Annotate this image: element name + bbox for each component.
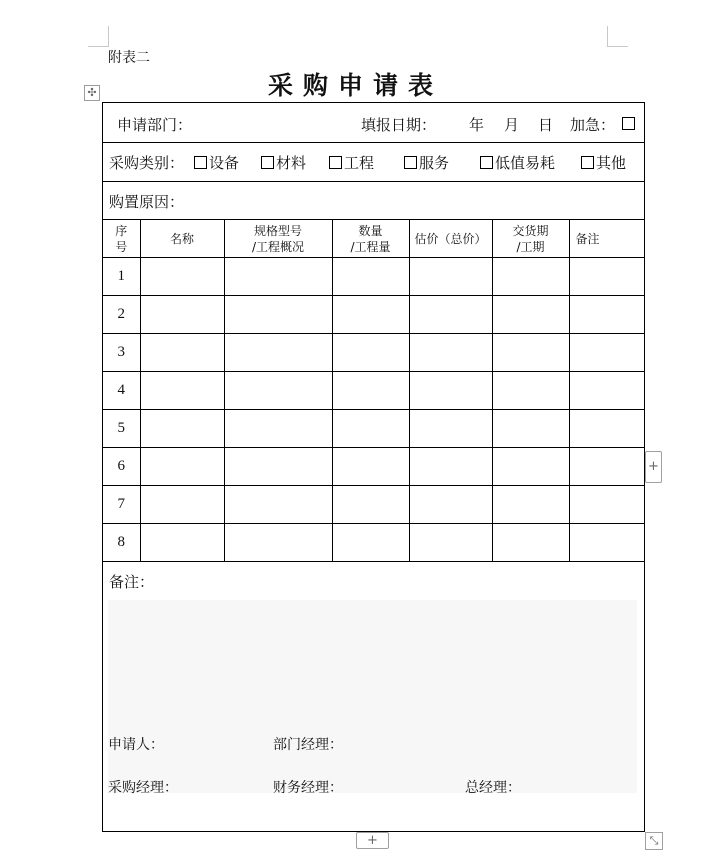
add-column-icon[interactable]: +: [356, 832, 389, 849]
cell[interactable]: [409, 486, 492, 524]
purchase-request-form: [102, 102, 645, 832]
category-option-other[interactable]: 其他: [581, 152, 626, 173]
cell[interactable]: [140, 448, 224, 486]
category-row: [103, 143, 644, 182]
cell[interactable]: [224, 372, 332, 410]
dept-manager-label: 部门经理：: [273, 737, 343, 753]
table-row: [103, 524, 644, 562]
cell[interactable]: [569, 372, 644, 410]
row-number: 5: [103, 410, 140, 448]
category-option-consumables[interactable]: 低值易耗: [480, 152, 555, 173]
cell[interactable]: [224, 296, 332, 334]
cell[interactable]: [140, 258, 224, 296]
cell[interactable]: [569, 296, 644, 334]
table-row: [103, 258, 644, 296]
header-seq: 序 号: [103, 220, 140, 258]
cell[interactable]: [492, 334, 569, 372]
cell[interactable]: [224, 258, 332, 296]
checkbox-icon: [261, 156, 274, 169]
crop-mark-top-left: [88, 26, 109, 47]
date-year: 年: [469, 116, 485, 134]
table-row: [103, 334, 644, 372]
checkbox-icon: [581, 156, 594, 169]
date-label: 填报日期：: [361, 116, 437, 134]
cell[interactable]: [569, 258, 644, 296]
cell[interactable]: [140, 486, 224, 524]
header-spec: 规格型号 /工程概况: [224, 220, 332, 258]
cell[interactable]: [224, 448, 332, 486]
urgent-label: 加急：: [570, 116, 616, 134]
header-note: 备注: [569, 220, 644, 258]
cell[interactable]: [409, 296, 492, 334]
cell[interactable]: [569, 410, 644, 448]
row-number: 6: [103, 448, 140, 486]
cell[interactable]: [409, 524, 492, 562]
cell[interactable]: [332, 258, 409, 296]
cell[interactable]: [569, 524, 644, 562]
remarks-label: 备注：: [109, 573, 155, 591]
cell[interactable]: [140, 334, 224, 372]
category-option-material[interactable]: 材料: [261, 152, 306, 173]
checkbox-icon: [329, 156, 342, 169]
row-number: 4: [103, 372, 140, 410]
row-number: 7: [103, 486, 140, 524]
table-row: [103, 410, 644, 448]
general-manager-label: 总经理：: [465, 780, 521, 796]
checkbox-icon: [480, 156, 493, 169]
table-resize-icon[interactable]: ⤡: [645, 832, 663, 850]
cell[interactable]: [409, 448, 492, 486]
category-option-equipment[interactable]: 设备: [194, 152, 239, 173]
purchase-manager-label: 采购经理：: [108, 780, 178, 796]
category-option-service[interactable]: 服务: [404, 152, 449, 173]
cell[interactable]: [332, 486, 409, 524]
cell[interactable]: [492, 524, 569, 562]
checkbox-icon: [194, 156, 207, 169]
cell[interactable]: [332, 524, 409, 562]
header-name: 名称: [140, 220, 224, 258]
checkbox-icon: [404, 156, 417, 169]
table-row: [103, 296, 644, 334]
applicant-label: 申请人：: [108, 737, 164, 753]
form-title: 采购申请表: [267, 71, 443, 100]
attachment-label: 附表二: [108, 50, 150, 66]
header-delivery: 交货期 /工期: [492, 220, 569, 258]
cell[interactable]: [569, 334, 644, 372]
row-number: 1: [103, 258, 140, 296]
date-day: 日: [538, 116, 554, 134]
cell[interactable]: [409, 410, 492, 448]
finance-manager-label: 财务经理：: [273, 780, 343, 796]
cell[interactable]: [492, 258, 569, 296]
table-row: [103, 448, 644, 486]
table-row: [103, 486, 644, 524]
date-month: 月: [504, 116, 520, 134]
cell[interactable]: [332, 372, 409, 410]
crop-mark-top-right: [607, 26, 628, 47]
cell[interactable]: [569, 486, 644, 524]
cell[interactable]: [140, 372, 224, 410]
cell[interactable]: [332, 296, 409, 334]
cell[interactable]: [140, 296, 224, 334]
table-header-row: [103, 220, 644, 258]
cell[interactable]: [140, 524, 224, 562]
cell[interactable]: [409, 334, 492, 372]
cell[interactable]: [224, 334, 332, 372]
cell[interactable]: [492, 410, 569, 448]
urgent-checkbox[interactable]: [622, 117, 635, 130]
cell[interactable]: [492, 448, 569, 486]
items-table: [103, 220, 644, 562]
cell[interactable]: [409, 372, 492, 410]
dept-label: 申请部门：: [117, 116, 193, 134]
cell[interactable]: [224, 410, 332, 448]
cell[interactable]: [224, 524, 332, 562]
table-row: [103, 372, 644, 410]
row-number: 8: [103, 524, 140, 562]
cell[interactable]: [569, 448, 644, 486]
row-number: 3: [103, 334, 140, 372]
header-row: [103, 103, 644, 143]
cell[interactable]: [332, 410, 409, 448]
cell[interactable]: [332, 448, 409, 486]
cell[interactable]: [492, 486, 569, 524]
cell[interactable]: [492, 372, 569, 410]
reason-label: 购置原因：: [109, 193, 185, 211]
row-number: 2: [103, 296, 140, 334]
reason-row: [103, 182, 644, 220]
remarks-field[interactable]: [108, 600, 637, 793]
add-row-icon[interactable]: +: [645, 451, 662, 483]
remarks-section: [103, 563, 644, 831]
cell[interactable]: [409, 258, 492, 296]
header-price: 估价（总价）: [409, 220, 492, 258]
cell[interactable]: [140, 410, 224, 448]
cell[interactable]: [492, 296, 569, 334]
category-option-engineering[interactable]: 工程: [329, 152, 374, 173]
cell[interactable]: [224, 486, 332, 524]
table-move-handle-icon[interactable]: ✣: [84, 85, 100, 101]
cell[interactable]: [332, 334, 409, 372]
header-quantity: 数量 /工程量: [332, 220, 409, 258]
category-label: 采购类别：: [109, 154, 185, 172]
